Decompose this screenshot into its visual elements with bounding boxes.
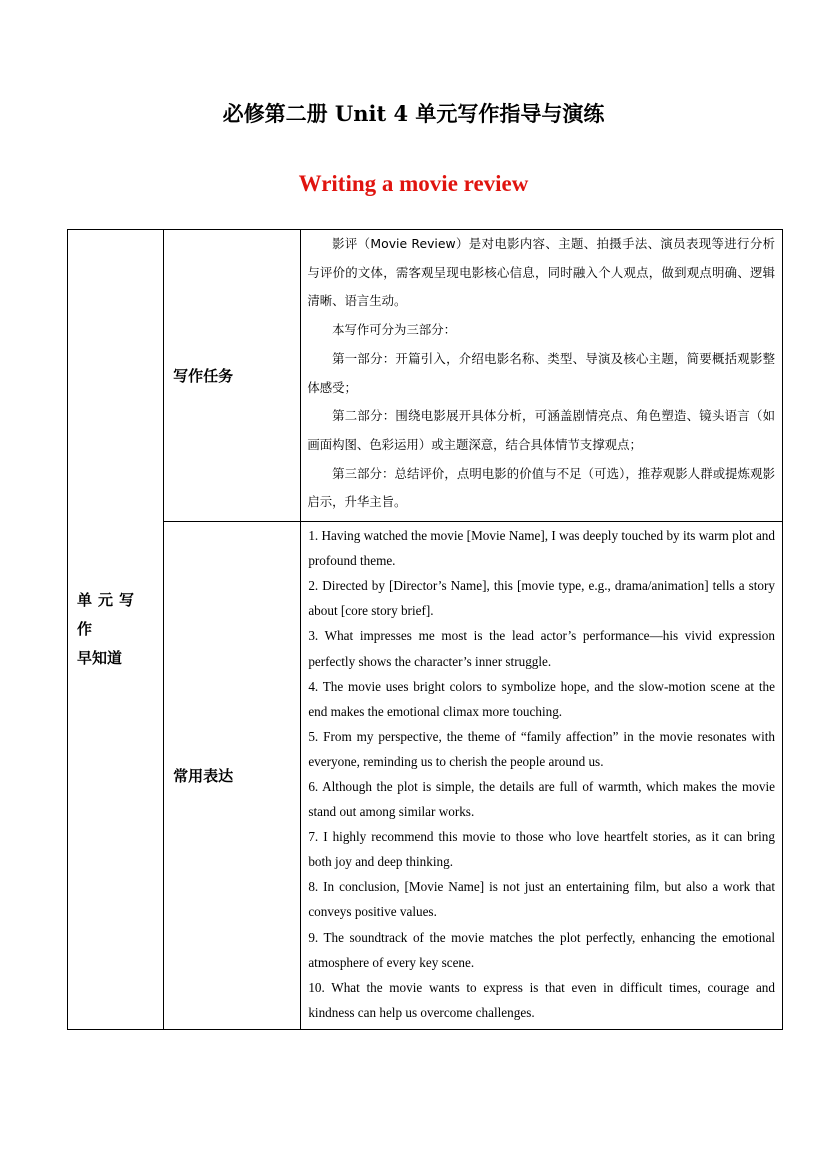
expression-item: 4. The movie uses bright colors to symbolize hope, and the slow-motion scene at the end makes the emotional climax more touching. — [308, 678, 775, 719]
task-paragraph: 第二部分：围绕电影展开具体分析，可涵盖剧情亮点、角色塑造、镜头语言（如画面构图、色彩运用）或主题深意，结合具体情节支撑观点； — [307, 408, 775, 452]
section-label-line1: 单元写作 — [77, 590, 141, 638]
row-label-writing-task: 写作任务 — [164, 230, 301, 522]
task-paragraph: 第一部分：开篇引入，介绍电影名称、类型、导演及核心主题，简要概括观影整体感受； — [307, 350, 775, 395]
expression-item: 2. Directed by [Director’s Name], this [movie type, e.g., drama/animation] tells a story about [core story brief]. — [308, 578, 775, 619]
row-label-common-expressions: 常用表达 — [164, 522, 301, 1030]
table-row — [68, 230, 783, 522]
expression-item: 1. Having watched the movie [Movie Name], I was deeply touched by its warm plot and profound theme. — [308, 528, 775, 569]
expression-item: 3. What impresses me most is the lead actor’s performance—his vivid expression perfectly shows the character’s inner struggle. — [308, 628, 775, 669]
expression-item: 7. I highly recommend this movie to those who love heartfelt stories, as it can bring both joy and deep thinking. — [308, 829, 775, 870]
writing-task-content — [301, 230, 783, 522]
section-label-line2: 早知道 — [77, 648, 123, 667]
expression-item: 9. The soundtrack of the movie matches the plot perfectly, enhancing the emotional atmosphere of every key scene. — [308, 929, 775, 970]
table-row — [68, 522, 783, 1030]
page-title: 必修第二册 Unit 4 单元写作指导与演练 — [222, 101, 605, 126]
task-paragraph: 第三部分：总结评价，点明电影的价值与不足（可选），推荐观影人群或提炼观影启示，升华主旨。 — [307, 465, 775, 510]
expression-item: 5. From my perspective, the theme of “family affection” in the movie resonates with everyone, reminding us to cherish the people around us. — [308, 728, 775, 769]
writing-guide-table — [67, 229, 783, 1030]
expression-item: 6. Although the plot is simple, the details are full of warmth, which makes the movie stand out among similar works. — [308, 778, 775, 820]
page-subtitle: Writing a movie review — [298, 171, 529, 196]
expression-item: 8. In conclusion, [Movie Name] is not just an entertaining film, but also a work that conveys positive values. — [308, 879, 775, 920]
common-expressions-content — [301, 522, 783, 1030]
task-paragraph: 影评（Movie Review）是对电影内容、主题、拍摄手法、演员表现等进行分析与评价的文体，需客观呈现电影核心信息，同时融入个人观点，做到观点明确、逻辑清晰、语言生动。 — [307, 236, 775, 309]
section-label-cell — [68, 230, 164, 1030]
expression-item: 10. What the movie wants to express is that even in difficult times, courage and kindness can help us overcome challenges. — [308, 979, 775, 1020]
task-paragraph: 本写作可分为三部分： — [332, 322, 457, 338]
